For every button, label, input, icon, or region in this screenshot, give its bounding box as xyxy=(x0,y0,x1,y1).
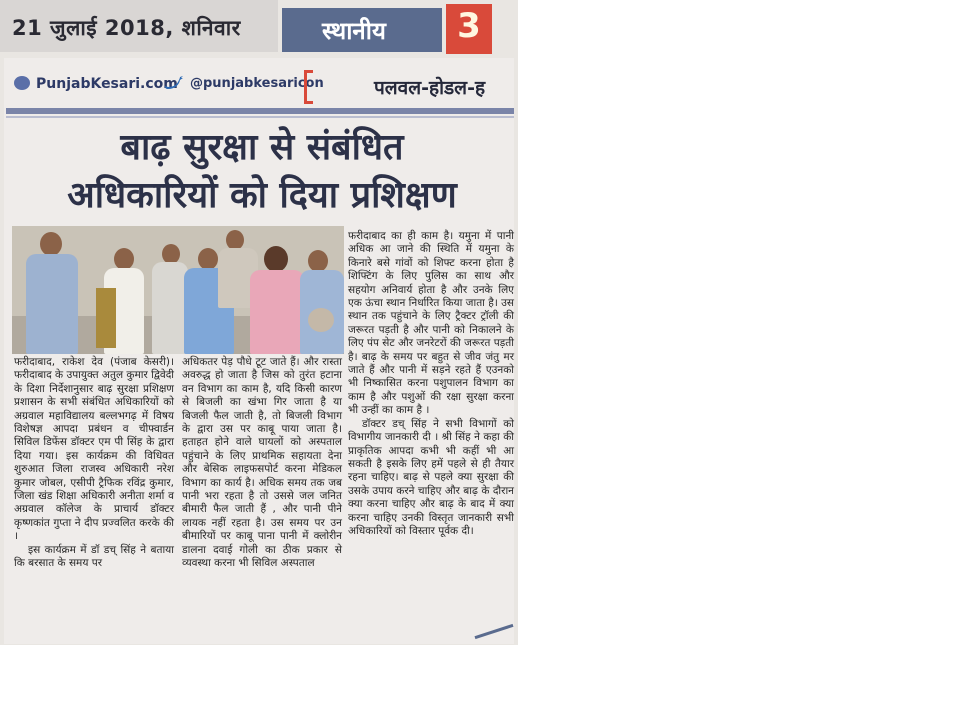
newspaper-clipping xyxy=(0,0,518,645)
article-column-2 xyxy=(182,356,342,571)
article-headline xyxy=(22,124,502,220)
globe-icon xyxy=(14,76,30,90)
person-head xyxy=(40,232,62,256)
paragraph: इस कार्यक्रम में डॉ डच् सिंह ने बताया कि बरसात के समय पर xyxy=(14,543,174,570)
article-photo xyxy=(12,226,344,354)
person-figure xyxy=(152,262,188,354)
person-head xyxy=(308,250,328,272)
paragraph: डॉक्टर डच् सिंह ने सभी विभागों को विभागीय जानकारी दी । श्री सिंह ने कहा की प्राकृतिक आपदा कभी भी कहीं भी आ सकती है इसके लिए हमें पहले से ही तैयार रहना चाहिए। बाढ़ से पहले क्या सुरक्षा की उसके उपाय करने चाहिए और बाढ़ के दौरान क्या करना चाहिए और बाढ़ के बाद में क्या करना चाहिए उनकी विस्तृत जानकारी सभी अधिकारियों को विस्तार पूर्वक दी। xyxy=(348,417,514,537)
header-rule-thin xyxy=(6,116,514,118)
edition-city: पलवल-होडल-ह xyxy=(374,77,486,99)
lamp-stand xyxy=(96,288,116,348)
person-head xyxy=(308,308,334,332)
person-head xyxy=(198,248,218,270)
masthead xyxy=(6,64,506,100)
person-figure xyxy=(26,254,78,354)
header-rule xyxy=(6,108,514,114)
person-head xyxy=(162,244,180,264)
paragraph: फरीदाबाद का ही काम है। यमुना में पानी अधिक आ जाने की स्थिति में यमुना के किनारे बसे गांवों को शिफ्ट करना होता है शिफ्टिंग के लिए पुलिस का साथ और सहयोग अनिवार्य होता है और उनके लिए एक ऊंचा स्थान निर्धारित किया जाता है। उस स्थान तक पहुंचाने के लिए ट्रैक्टर ट्रॉली की जरूरत पड़ती है और पानी को निकालने के लिए पंप सेट और जनरेटरों की जरूरत पड़ती है। बाढ़ के समय पर बहुत से जीव जंतु मर जाते हैं और पानी में सड़ने रहते हैं एउनको भी निष्कासित करना पशुपालन विभाग का काम है और पशुओं की रक्षा सुरक्षा करना भी उन्हीं का काम है । xyxy=(348,230,514,417)
bracket-icon xyxy=(304,70,313,104)
section-strip xyxy=(282,8,442,52)
person-head xyxy=(114,248,134,270)
issue-date: 21 जुलाई 2018, शनिवार xyxy=(12,16,241,40)
twitter-bird-icon xyxy=(164,74,184,90)
twitter-handle: @punjabkesaricon xyxy=(190,76,324,91)
person-head xyxy=(264,246,288,272)
date-strip xyxy=(0,0,278,52)
headline-line-1: बाढ़ सुरक्षा से संबंधित xyxy=(120,127,404,168)
headline-line-2: अधिकारियों को दिया प्रशिक्षण xyxy=(67,175,457,216)
page-number-box xyxy=(446,4,492,54)
paragraph: अधिकतर पेड़ पौधे टूट जाते हैं। और रास्ता अवरुद्ध हो जाता है जिस को तुरंत हटाना वन विभाग का काम है, यदि किसी कारण से बिजली का खंभा गिर जाता है या बिजली फैल जाती है, तो बिजली विभाग के द्वारा उस पर काबू पाया जाता है। हताहत होने वाले घायलों को अस्पताल पहुंचाने के लिए प्राथमिक सहायता देना और बेसिक लाइफसपोर्ट करना मेडिकल विभाग का कार्य है। अधिक समय तक जब पानी भरा रहता है तो उससे जल जनित बीमारी फैल जाती हैं , और पानी पीने लायक नहीं रहता है। उस समय पर उन बीमारियों पर काबू पाना पानी में क्लोरीन डालना दवाई गोली का ठीक प्रकार से व्यवस्था करना भी सिविल अस्पताल xyxy=(182,356,342,570)
brand-website: PunjabKesari.com xyxy=(36,76,178,92)
person-head xyxy=(226,230,244,250)
paragraph: फरीदाबाद, राकेश देव (पंजाब केसरी)। फरीदाबाद के उपायुक्त अतुल कुमार द्विवेदी के दिशा निर्देशानुसार बाढ़ सुरक्षा प्रशिक्षण प्रशासन के सभी संबंधित अधिकारियों को अग्रवाल महाविद्यालय बल्लभगढ़ में विषय विशेषज्ञ आपदा प्रबंधन व चीफ्वार्डन सिविल डिफेंस डॉक्टर एम पी सिंह के द्वारा दिया गया। इस कार्यक्रम की विधिवत शुरुआत जिला राजस्व अधिकारी नरेश कुमार जोबल, एसीपी ट्रैफिक रविंद्र कुमार, जिला खंड शिक्षा अधिकारी अनीता शर्मा व अग्रवाल कॉलेज के प्राचार्य डॉक्टर कृष्णकांत गुप्ता ने दीप प्रज्वलित करके की । xyxy=(14,356,174,543)
page-number: 3 xyxy=(457,6,481,46)
person-figure xyxy=(250,270,304,354)
article-column-3 xyxy=(348,230,514,538)
article-column-1 xyxy=(14,356,174,571)
section-name: स्थानीय xyxy=(322,16,386,45)
